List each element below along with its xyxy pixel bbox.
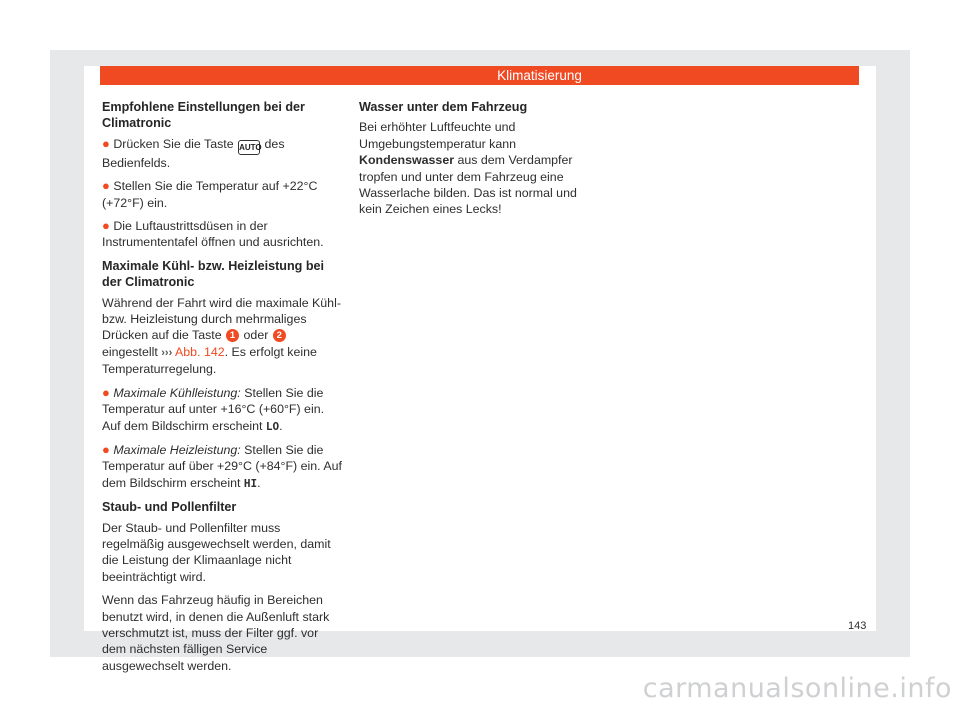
section-title: Klimatisierung (497, 68, 582, 83)
bullet-dot: ● (102, 135, 110, 151)
section-header (100, 66, 859, 85)
button-1-marker: 1 (226, 329, 239, 342)
right-column (359, 99, 599, 225)
button-2-marker: 2 (273, 329, 286, 342)
page-number: 143 (848, 620, 867, 632)
bullet-dot: ● (102, 218, 110, 234)
heading-pollen-filter: Staub- und Pollenfilter (102, 500, 237, 515)
display-code-lo: LO (265, 419, 280, 433)
display-code-hi: HI (243, 476, 258, 490)
paragraph-filter-2: Wenn das Fahrzeug häufig in Bereichen benutzt wird, in denen die Außenluft stark verschmutzt ist, muss der Filter ggf. vor dem nächsten fälligen Service ausgewechselt werden. (102, 593, 330, 673)
paragraph-condensation: Bei erhöhter Luftfeuchte und Umgebungstemperatur kann Kondenswasser aus dem Verdampfer tropfen und unter dem Fahrzeug eine Wasserlache bilden. Das ist normal und kein Zeichen eines Lecks! (359, 120, 577, 217)
left-column (102, 99, 342, 681)
paragraph-filter-1: Der Staub- und Pollenfilter muss regelmäßig ausgewechselt werden, damit die Leistung der Klimaanlage nicht beeinträchtigt wird. (102, 520, 331, 584)
auto-key-icon: AUTO (238, 140, 260, 155)
bullet-dot: ● (102, 441, 110, 457)
bullet-auto: ● Drücken Sie die Taste AUTO des Bedienfelds. (102, 135, 285, 170)
bullet-temperature: ● Stellen Sie die Temperatur auf +22°C (+72°F) ein. (102, 178, 318, 210)
figure-reference-link[interactable]: Abb. 142 (175, 344, 225, 359)
bullet-max-cooling: ● Maximale Kühlleistung: Stellen Sie die Temperatur auf unter +16°C (+60°F) ein. Auf dem Bildschirm erscheint LO. (102, 384, 325, 433)
reference-arrow-icon: ››› (161, 346, 173, 359)
bullet-dot: ● (102, 384, 110, 400)
heading-recommended-settings: Empfohlene Einstellungen bei der Climatronic (102, 100, 305, 131)
heading-water-under-vehicle: Wasser unter dem Fahrzeug (359, 100, 528, 114)
term-condensation: Kondenswasser (359, 153, 455, 168)
bullet-dot: ● (102, 178, 110, 194)
bullet-max-heating: ● Maximale Heizleistung: Stellen Sie die Temperatur auf über +29°C (+84°F) ein. Auf dem Bildschirm erscheint HI. (102, 441, 342, 490)
watermark: carmanualsonline.info (642, 673, 952, 704)
heading-max-performance: Maximale Kühl- bzw. Heizleistung bei der Climatronic (102, 258, 325, 290)
paragraph-max-performance: Während der Fahrt wird die maximale Kühl- bzw. Heizleistung durch mehrmaliges Drücken auf die Taste 1 oder 2 eingestellt ››› Abb. 142. Es erfolgt keine Temperaturregelung. (102, 295, 341, 377)
bullet-vents: ● Die Luftaustrittsdüsen in der Instrumententafel öffnen und ausrichten. (102, 218, 324, 250)
